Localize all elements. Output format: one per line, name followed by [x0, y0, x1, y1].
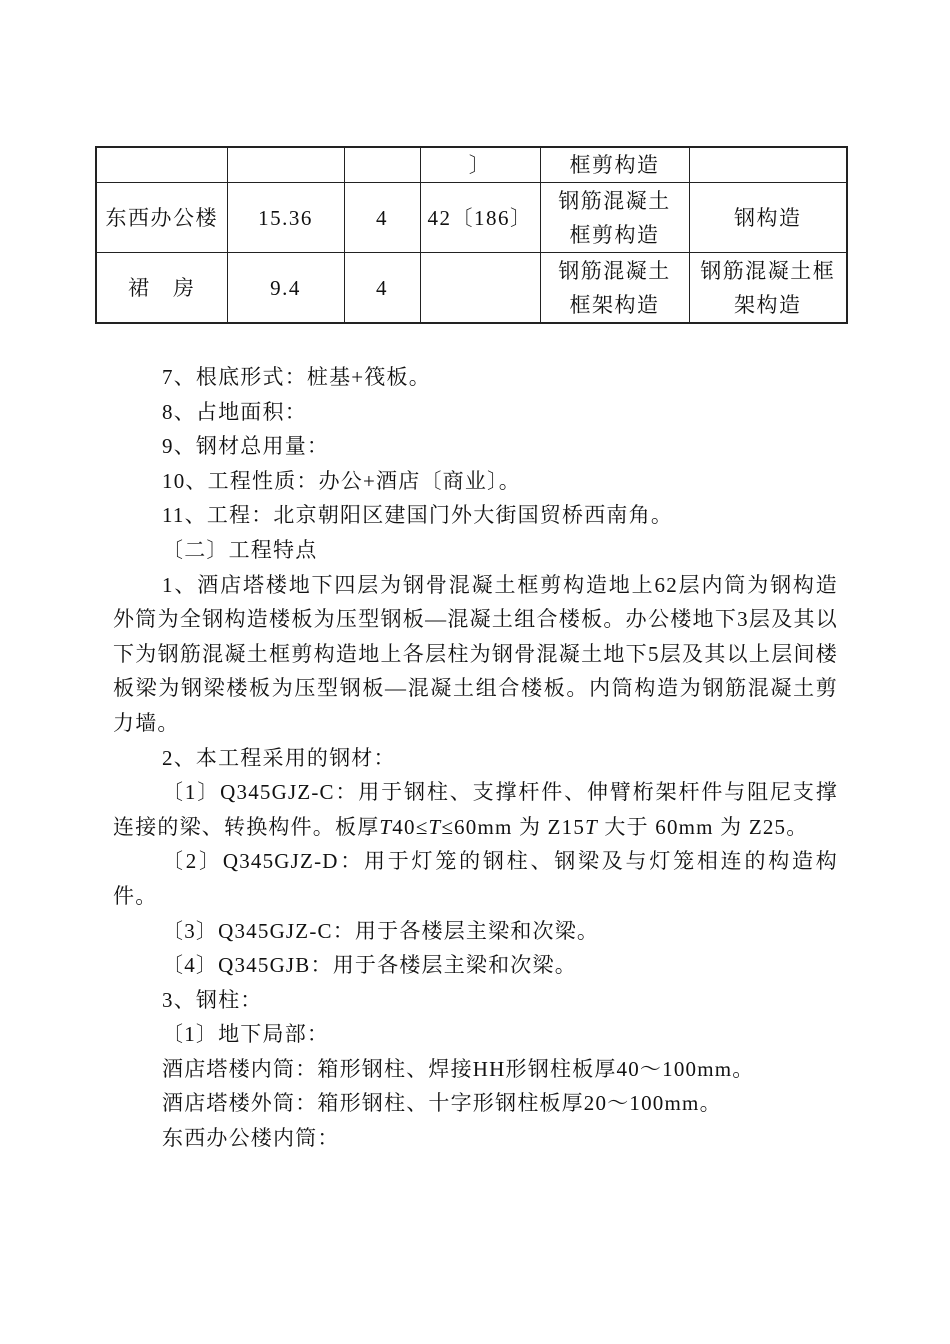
paragraph: 〔4〕Q345GJB：用于各楼层主梁和次梁。 — [162, 953, 577, 978]
paragraph: 11、工程：北京朝阳区建国门外大街国贸桥西南角。 — [162, 503, 674, 528]
table-cell: 东西办公楼 — [96, 183, 227, 253]
table-cell — [227, 147, 344, 183]
paragraph: 1、酒店塔楼地下四层为钢骨混凝土框剪构造地上62层内筒为钢构造外筒为全钢构造楼板为压型钢板—混凝土组合楼板。办公楼地下3层及其以下为钢筋混凝土框剪构造地上各层柱为钢骨混凝土地下5层及其以上层间楼板梁为钢梁楼板为压型钢板—混凝土组合楼板。内筒构造为钢筋混凝土剪力墙。 — [113, 572, 838, 735]
table-cell: 钢筋混凝土框架构造 — [689, 253, 847, 324]
table-row — [96, 253, 847, 324]
paragraph: 7、根底形式：桩基+筏板。 — [162, 365, 431, 389]
table-cell — [420, 253, 540, 324]
paragraph: 〔2〕Q345GJZ-D：用于灯笼的钢柱、钢梁及与灯笼相连的构造构件。 — [113, 849, 838, 908]
table-cell — [344, 147, 420, 183]
table-row — [96, 183, 847, 253]
paragraph: 〔1〕Q345GJZ-C：用于钢柱、支撑杆件、伸臂桁架杆件与阻尼支撑连接的梁、转换构件。板厚T40≤T≤60mm 为 Z15T 大于 60mm 为 Z25。 — [113, 780, 838, 839]
body-text — [113, 360, 838, 1156]
table-cell: 9.4 — [227, 253, 344, 324]
table-cell: 框剪构造 — [540, 147, 689, 183]
building-spec-table — [95, 146, 848, 324]
table-cell: 〕 — [420, 147, 540, 183]
paragraph: 东西办公楼内筒： — [162, 1126, 340, 1151]
section-heading: 〔二〕工程特点 — [162, 537, 318, 562]
table-cell: 4 — [344, 253, 420, 324]
table-cell: 4 — [344, 183, 420, 253]
table-cell: 15.36 — [227, 183, 344, 253]
paragraph: 2、本工程采用的钢材： — [162, 745, 396, 770]
paragraph: 9、钢材总用量： — [162, 434, 330, 459]
paragraph: 酒店塔楼外筒：箱形钢柱、十字形钢柱板厚20～100mm。 — [162, 1091, 722, 1116]
paragraph: 3、钢柱： — [162, 987, 263, 1012]
paragraph: 〔1〕地下局部： — [162, 1022, 330, 1047]
paragraph: 10、工程性质：办公+酒店〔商业〕。 — [162, 468, 521, 493]
table-cell: 钢筋混凝土框架构造 — [540, 253, 689, 324]
table-cell — [689, 147, 847, 183]
table-cell: 钢构造 — [689, 183, 847, 253]
paragraph: 8、占地面积： — [162, 399, 307, 424]
table-cell: 42〔186〕 — [420, 183, 540, 253]
table-cell: 钢筋混凝土框剪构造 — [540, 183, 689, 253]
table-cell: 裙 房 — [96, 253, 227, 324]
table-row — [96, 147, 847, 183]
paragraph: 酒店塔楼内筒：箱形钢柱、焊接HH形钢柱板厚40～100mm。 — [162, 1056, 755, 1081]
table-cell — [96, 147, 227, 183]
paragraph: 〔3〕Q345GJZ-C：用于各楼层主梁和次梁。 — [162, 918, 600, 943]
